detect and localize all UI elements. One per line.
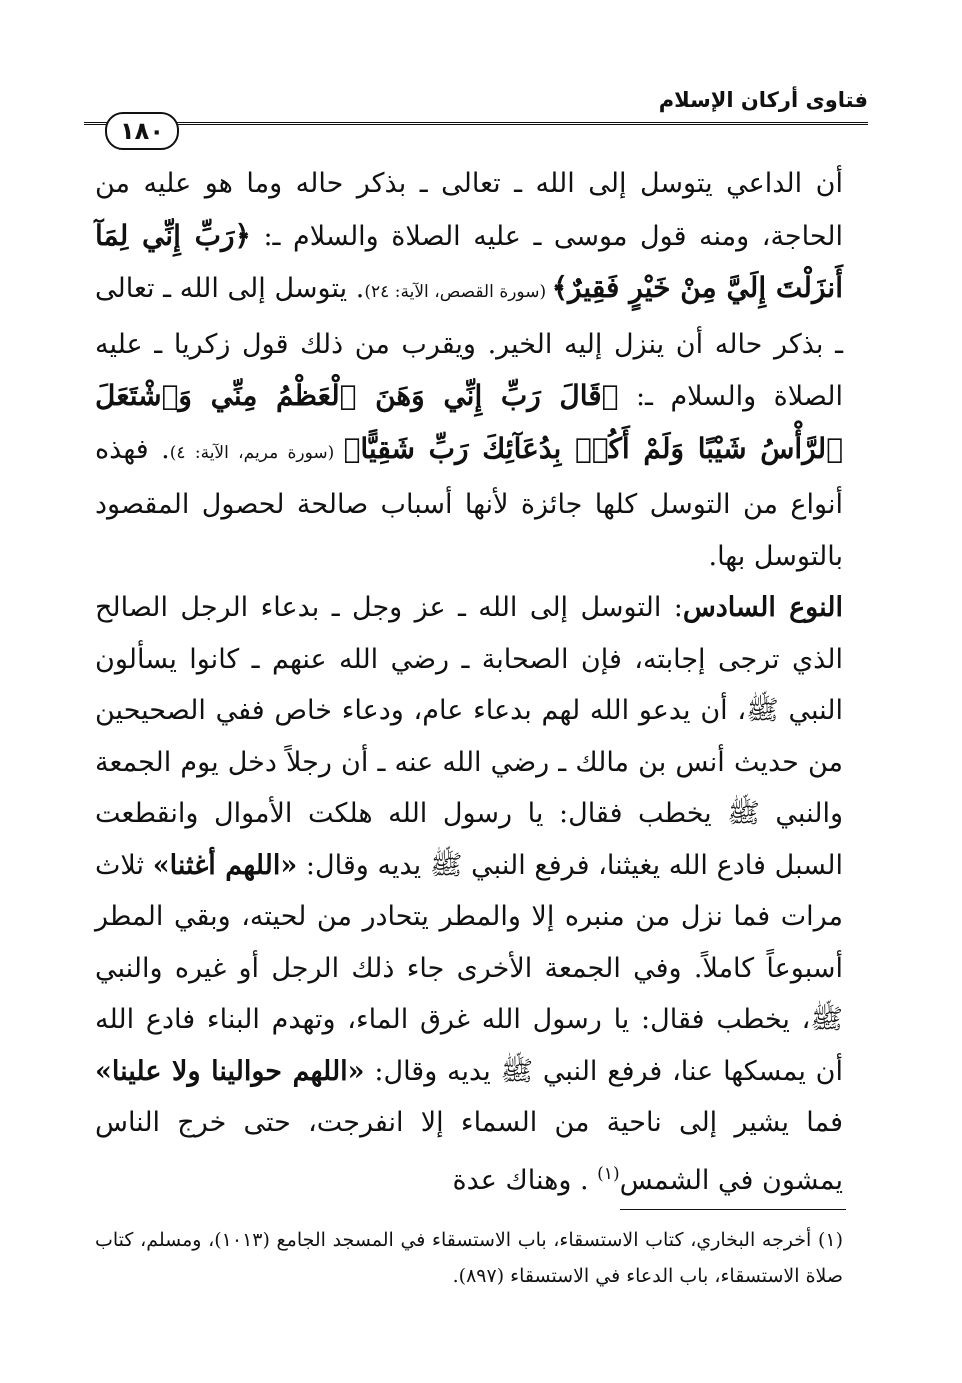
- header-rule: [84, 122, 868, 125]
- hadith-quote: «اللهم أغثنا»: [152, 849, 298, 881]
- main-text: [95, 158, 843, 1206]
- paragraph-2: [95, 582, 843, 1206]
- text-run: . فهذه أنواع من التوسل كلها جائزة لأنها أسباب صالحة لحصول المقصود بالتوسل بها.: [95, 433, 843, 572]
- text-run: : التوسل إلى الله ـ عز وجل ـ بدعاء الرجل الصالح الذي ترجى إجابته، فإن الصحابة ـ رضي الله عنهم ـ كانوا يسألون النبي ﷺ، أن يدعو الله لهم بدعاء عام، ودعاء خاص ففي الصحيحين من حديث أنس بن مالك ـ رضي الله عنه ـ أن رجلاً دخل يوم الجمعة والنبي ﷺ يخطب فقال: يا رسول الله هلكت الأموال وانقطعت السبل فادع الله يغيثنا، فرفع النبي ﷺ يديه وقال:: [95, 592, 843, 881]
- hadith-quote: «اللهم حوالينا ولا علينا»: [95, 1055, 365, 1087]
- text-run: . يتوسل إلى الله ـ تعالى ـ بذكر حاله أن ينزل إليه الخير. ويقرب من ذلك قول زكريا ـ عليه الصلاة والسلام ـ:: [95, 273, 843, 412]
- footnote-marker: (١): [597, 1163, 620, 1184]
- running-title: فتاوى أركان الإسلام: [658, 88, 868, 112]
- text-run: ثلاث مرات فما نزل من منبره إلا والمطر يتحادر من لحيته، وبقي المطر أسبوعاً كاملاً. وفي الجمعة الأخرى جاء ذلك الرجل أو غيره والنبي ﷺ، يخطب فقال: يا رسول الله غرق الماء، وتهدم البناء فادع الله أن يمسكها عنا، فرفع النبي ﷺ يديه وقال:: [95, 849, 843, 1087]
- section-heading: النوع السادس: [682, 592, 843, 623]
- paragraph-1: [95, 158, 843, 582]
- footnote-separator: [620, 1209, 846, 1210]
- page-number: ١٨٠: [105, 112, 179, 150]
- verse-reference: (سورة مريم، الآية: ٤): [169, 442, 344, 463]
- text-run: أن الداعي يتوسل إلى الله ـ تعالى ـ بذكر حاله وما هو عليه من الحاجة، ومنه قول موسى ـ عليه الصلاة والسلام ـ:: [95, 168, 843, 252]
- footnote: (١) أخرجه البخاري، كتاب الاستسقاء، باب الاستسقاء في المسجد الجامع (١٠١٣)، ومسلم، كتاب صلاة الاستسقاء، باب الدعاء في الاستسقاء (٨٩٧).: [95, 1229, 844, 1287]
- quran-verse: ﴿قَالَ رَبِّ إِنِّي وَهَنَ ٱلْعَظْمُ مِنِّي وَٱشْتَعَلَ ٱلرَّأْسُ شَيْبًا وَلَمْ أَكُنۢ بِدُعَآئِكَ رَبِّ شَقِيًّا﴾: [95, 379, 843, 465]
- footnotes: [95, 1222, 843, 1294]
- text-run: . وهناك عدة: [452, 1164, 598, 1196]
- verse-reference: (سورة القصص، الآية: ٢٤): [364, 282, 552, 302]
- page-header: [84, 86, 868, 126]
- quran-verse: ﴿رَبِّ إِنِّي لِمَآ أَنزَلْتَ إِلَيَّ مِنْ خَيْرٍ فَقِيرٌ﴾: [95, 218, 843, 304]
- text-run: فما يشير إلى ناحية من السماء إلا انفرجت، حتى خرج الناس يمشون في الشمس: [95, 1107, 843, 1196]
